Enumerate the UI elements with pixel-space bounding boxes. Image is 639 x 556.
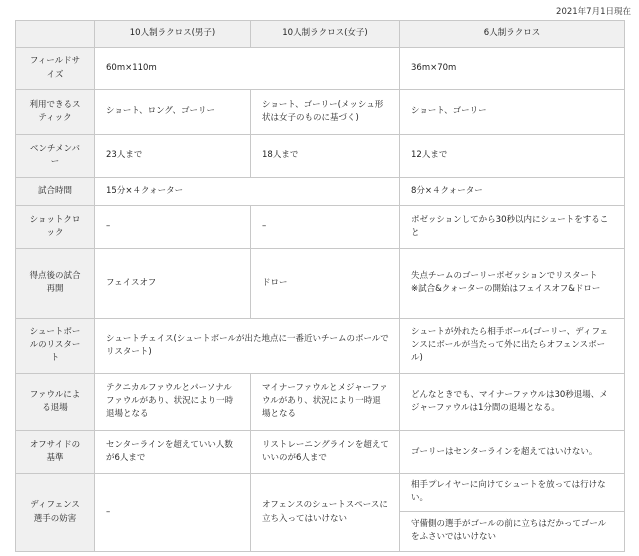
row-label: 得点後の試合再開 [16, 248, 95, 319]
row-defense-a [16, 474, 625, 511]
row-label: ショットクロック [16, 206, 95, 248]
cell-six: 36m×70m [400, 48, 625, 90]
cell-six: 失点チームのゴーリーポゼッションでリスタート ※試合&クォーターの開始はフェイスオフ&ドロー [400, 248, 625, 319]
cell-six-sub-a: 相手プレイヤーに向けてシュートを放っては行けない。 [400, 474, 625, 511]
header-women-10: 10人制ラクロス(女子) [251, 21, 400, 48]
cell-women: マイナーファウルとメジャーファウルがあり、状況により一時退場となる [251, 373, 400, 430]
cell-men: センターラインを超えていい人数が6人まで [95, 430, 251, 473]
as-of-date: 2021年7月1日現在 [556, 7, 631, 17]
header-row [16, 21, 625, 48]
row-field-size [16, 48, 625, 90]
cell-six: ポゼッションしてから30秒以内にシュートをすること [400, 206, 625, 248]
cell-men: 23人まで [95, 134, 251, 177]
row-label: ディフェンス選手の妨害 [16, 474, 95, 552]
header-corner [16, 21, 95, 48]
cell-six: どんなときでも、マイナーファウルは30秒退場、メジャーファウルは1分間の退場となる。 [400, 373, 625, 430]
cell-tenplayer: シュートチェイス(シュートボールが出た地点に一番近いチームのボールでリスタート) [95, 319, 400, 373]
row-bench [16, 134, 625, 177]
cell-women: オフェンスのシュートスペースに立ち入ってはいけない [251, 474, 400, 552]
row-game-time [16, 178, 625, 206]
cell-six: ゴーリーはセンターラインを超えてはいけない。 [400, 430, 625, 473]
row-fouls [16, 373, 625, 430]
row-label: シュートボールのリスタート [16, 319, 95, 373]
header-six: 6人制ラクロス [400, 21, 625, 48]
row-offside [16, 430, 625, 473]
cell-six: シュートが外れたら相手ボール(ゴーリー、ディフェンスにボールが当たって外に出たらオフェンスボール) [400, 319, 625, 373]
row-label: フィールドサイズ [16, 48, 95, 90]
cell-six-sub-b: 守備側の選手がゴールの前に立ちはだかってゴールをふさいではいけない [400, 511, 625, 551]
row-restart [16, 248, 625, 319]
cell-men: – [95, 206, 251, 248]
cell-six: 8分×４クォーター [400, 178, 625, 206]
row-label: 試合時間 [16, 178, 95, 206]
header-men-10: 10人制ラクロス(男子) [95, 21, 251, 48]
cell-women: – [251, 206, 400, 248]
cell-men: フェイスオフ [95, 248, 251, 319]
cell-men: ショート、ロング、ゴーリー [95, 90, 251, 134]
cell-women: ドロー [251, 248, 400, 319]
row-shot-clock [16, 206, 625, 248]
cell-six: 12人まで [400, 134, 625, 177]
cell-women: リストレーニングラインを超えていいのが6人まで [251, 430, 400, 473]
cell-men: テクニカルファウルとパーソナルファウルがあり、状況により一時退場となる [95, 373, 251, 430]
cell-men: – [95, 474, 251, 552]
cell-six: ショート、ゴーリー [400, 90, 625, 134]
cell-tenplayer: 15分×４クォーター [95, 178, 400, 206]
cell-women: ショート、ゴーリー(メッシュ形状は女子のものに基づく) [251, 90, 400, 134]
cell-women: 18人まで [251, 134, 400, 177]
row-shot-out [16, 319, 625, 373]
row-label: ファウルによる退場 [16, 373, 95, 430]
row-label: オフサイドの基準 [16, 430, 95, 473]
row-sticks [16, 90, 625, 134]
rules-comparison-table [15, 20, 625, 552]
row-label: ベンチメンバー [16, 134, 95, 177]
cell-tenplayer: 60m×110m [95, 48, 400, 90]
row-label: 利用できるスティック [16, 90, 95, 134]
